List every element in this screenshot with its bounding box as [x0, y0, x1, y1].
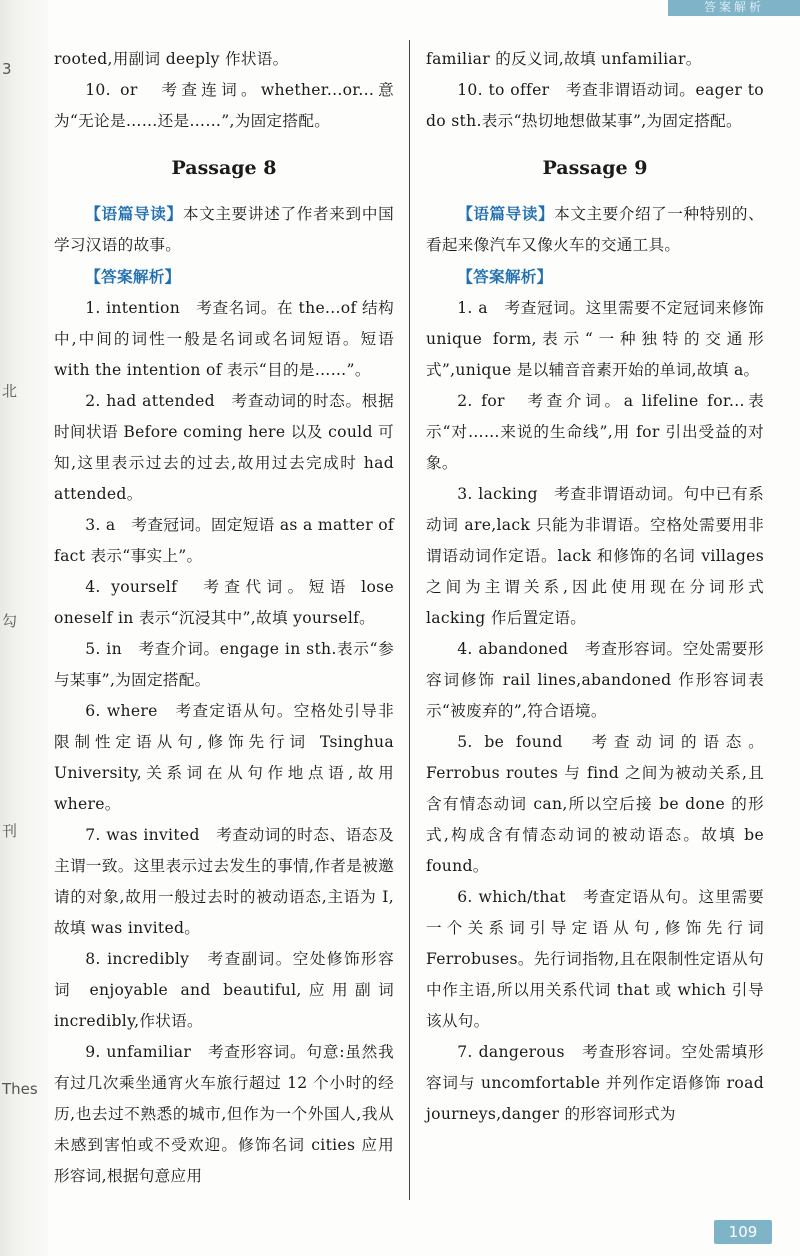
p8-item-4: 4. yourself 考查代词。短语 lose oneself in 表示“沉浸其中”,故填 yourself。: [54, 578, 394, 627]
passage-8-intro: [54, 198, 394, 261]
p8-item-3: 3. a 考查冠词。固定短语 as a matter of fact 表示“事实上”。: [54, 516, 394, 565]
p9-item-1: 1. a 考查冠词。这里需要不定冠词来修饰 unique form,表示“一种独特的交通形式”,unique 是以辅音音素开始的单词,故填 a。: [426, 299, 764, 379]
p8-item-5: 5. in 考查介词。engage in sth.表示“参与某事”,为固定搭配。: [54, 640, 394, 689]
right-column: [426, 44, 764, 1130]
p8-item-6: 6. where 考查定语从句。空格处引导非限制性定语从句,修饰先行词 Tsinghua University,关系词在从句作地点语,故用 where。: [54, 702, 394, 813]
p8-item-8: 8. incredibly 考查副词。空处修饰形容词 enjoyable and beautiful,应用副词 incredibly,作状语。: [54, 950, 394, 1030]
p9-item-5: 5. be found 考查动词的语态。Ferrobus routes 与 find 之间为被动关系,且含有情态动词 can,所以空后接 be done 的形式,构成含有情态动词的被动语态。故填 be found。: [426, 733, 764, 875]
answer-tag: 【答案解析】: [85, 267, 181, 286]
left-column: [54, 44, 394, 1192]
p8-item-7: 7. was invited 考查动词的时态、语态及主谓一致。这里表示过去发生的事情,作者是被邀请的对象,故用一般过去时的被动语态,主语为 I,故填 was invited。: [54, 826, 394, 937]
passage-8-answer-heading: [54, 261, 394, 293]
p8-item-1: 1. intention 考查名词。在 the...of 结构中,中间的词性一般是名词或名词短语。短语 with the intention of 表示“目的是……”。: [54, 299, 394, 379]
p8-item-9: 9. unfamiliar 考查形容词。句意:虽然我有过几次乘坐通宵火车旅行超过 12 个小时的经历,也去过不熟悉的城市,但作为一个外国人,我从未感到害怕或不受欢迎。修饰名词 cities 应用形容词,根据句意应用: [54, 1043, 394, 1185]
adjacent-page-edge: 3 北 勾 刊 Thes: [0, 0, 48, 1256]
left-line-1: 10. or 考查连词。whether...or...意为“无论是……还是……”,为固定搭配。: [54, 81, 394, 130]
p8-item-2: 2. had attended 考查动词的时态。根据时间状语 Before coming here 以及 could 可知,这里表示过去的过去,故用过去完成时 had attended。: [54, 392, 394, 503]
p9-item-3: 3. lacking 考查非谓语动词。句中已有系动词 are,lack 只能为非谓语。空格处需要用非谓语动词作定语。lack 和修饰的名词 villages 之间为主谓关系,因此使用现在分词形式 lacking 作后置定语。: [426, 485, 764, 627]
passage-8-title: Passage 8: [171, 157, 277, 179]
p9-item-6: 6. which/that 考查定语从句。这里需要一个关系词引导定语从句,修饰先行词 Ferrobuses。先行词指物,且在限制性定语从句中作主语,所以用关系代词 that 或 which 引导该从句。: [426, 888, 764, 1030]
intro-tag: 【语篇导读】: [457, 204, 555, 223]
header-tab: 答案解析: [668, 0, 800, 16]
right-line-1: 10. to offer 考查非谓语动词。eager to do sth.表示“热切地想做某事”,为固定搭配。: [426, 81, 764, 130]
intro-tag: 【语篇导读】: [85, 204, 183, 223]
p9-item-2: 2. for 考查介词。a lifeline for...表示“对……来说的生命线”,用 for 引出受益的对象。: [426, 392, 764, 472]
right-line-0: familiar 的反义词,故填 unfamiliar。: [426, 50, 702, 68]
intro-text: 本文主要介绍了一种特别的、看起来像汽车又像火车的交通工具。: [426, 205, 764, 254]
page-number: 109: [714, 1220, 772, 1244]
answer-tag: 【答案解析】: [457, 267, 553, 286]
column-divider: [409, 40, 410, 1200]
intro-text: 本文主要讲述了作者来到中国学习汉语的故事。: [54, 205, 394, 254]
passage-9-title: Passage 9: [542, 157, 648, 179]
passage-9-answer-heading: [426, 261, 764, 293]
left-line-0: rooted,用副词 deeply 作状语。: [54, 50, 289, 68]
passage-9-intro: [426, 198, 764, 261]
p9-item-4: 4. abandoned 考查形容词。空处需要形容词修饰 rail lines,abandoned 作形容词表示“被废弃的”,符合语境。: [426, 640, 764, 720]
p9-item-7: 7. dangerous 考查形容词。空处需填形容词与 uncomfortable 并列作定语修饰 road journeys,danger 的形容词形式为: [426, 1043, 764, 1123]
